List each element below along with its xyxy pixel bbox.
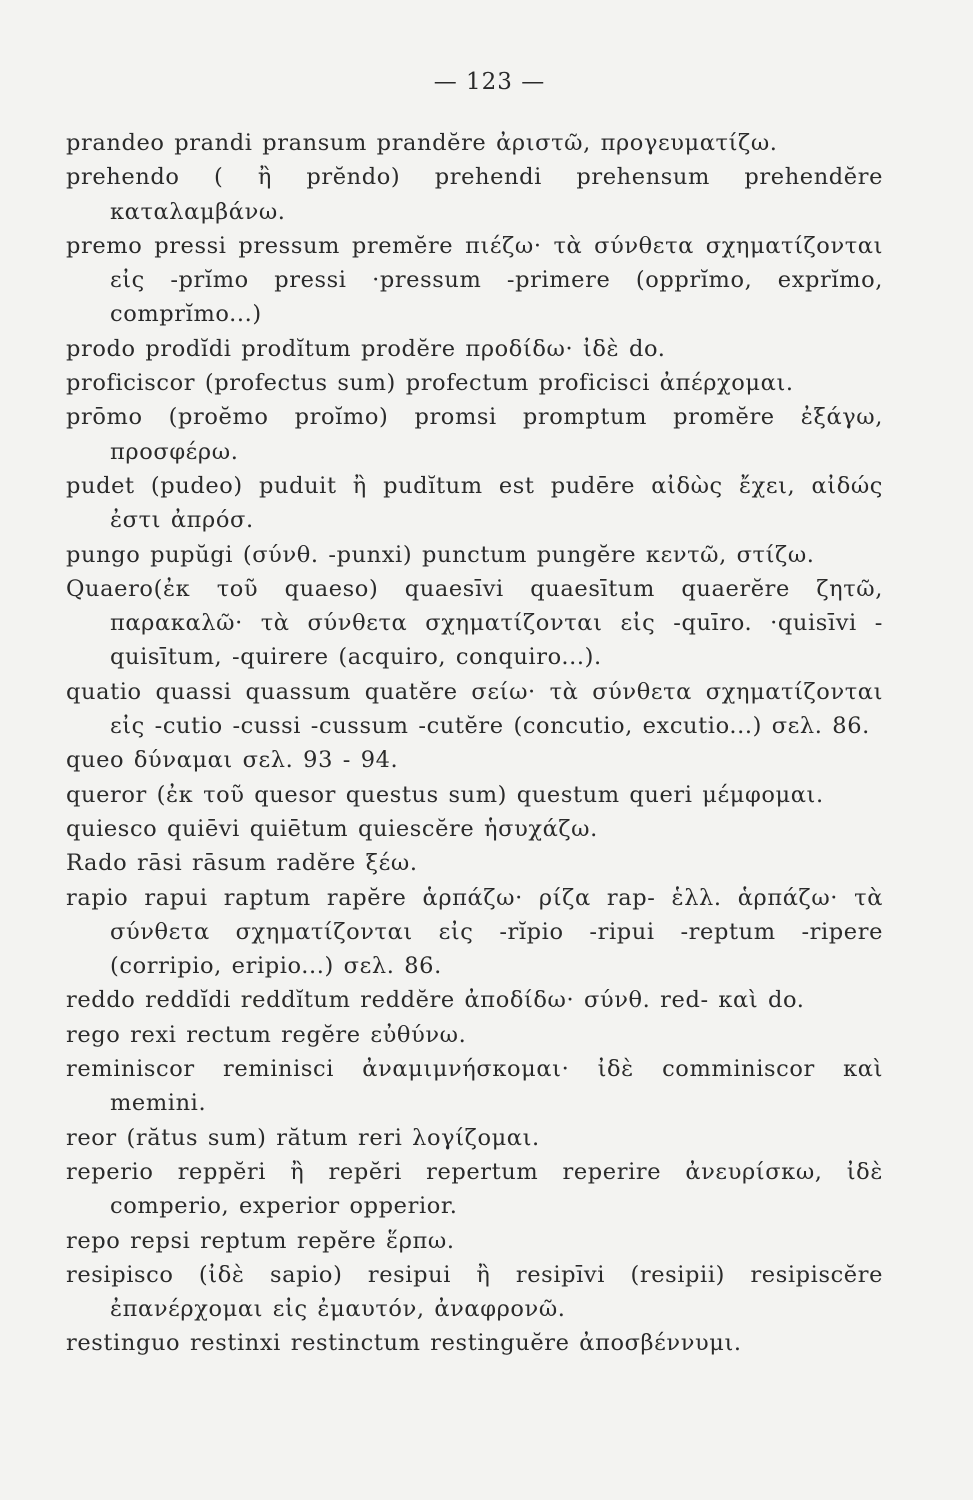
entry-reminiscor: reminiscor reminisci ἀναμιμνήσκομαι· ἰδὲ comminiscor καὶ memini.: [66, 1056, 883, 1117]
entry-prandeo: prandeo prandi pransum prandĕre ἀριστῶ, προγευματίζω.: [66, 130, 778, 156]
entry-rado: Rado rāsi rāsum radĕre ξέω.: [66, 850, 418, 877]
entry-queo: queo δύναμαι σελ. 93 - 94.: [66, 747, 399, 774]
entry-reddo: reddo reddĭdi reddĭtum reddĕre ἀποδίδω· σύνθ. red- καὶ do.: [66, 987, 805, 1014]
entry-quaero: Quaero(ἐκ τοῦ quaeso) quaesīvi quaesītum quaerĕre ζητῶ, παρακαλῶ· τὰ σύνθετα σχηματίζονται εἰς -quīro. ·quisīvi -quisītum, -quirere (acquiro, conquiro...).: [66, 575, 883, 671]
entry-rapio: rapio rapui raptum rapĕre ἁρπάζω· ρίζα rap- ἑλλ. ἁρπάζω· τὰ σύνθετα σχηματίζονται εἰς -rĭpio -ripui -reptum -ripere (corripio, eripio...) σελ. 86.: [66, 884, 883, 980]
entry-pudet: pudet (pudeo) puduit ἢ pudĭtum est pudēre αἰδὼς ἔχει, αἰδώς ἐστι ἀπρόσ.: [66, 472, 883, 534]
entry-reor: reor (rătus sum) rătum reri λογίζομαι.: [66, 1124, 540, 1151]
entry-restinguo: restinguo restinxi restinctum restinguĕre ἀποσβέννυμι.: [66, 1330, 742, 1357]
entry-pungo: pungo pupŭgi (σύνθ. -punxi) punctum pungĕre κεντῶ, στίζω.: [66, 541, 815, 568]
page-number: — 123 —: [433, 69, 546, 95]
entry-proficiscor: proficiscor (profectus sum) profectum proficisci ἀπέρχομαι.: [66, 370, 794, 397]
entry-quatio: quatio quassi quassum quatĕre σείω· τὰ σύνθετα σχηματίζονται εἰς -cutio -cussi -cussum -cutĕre (concutio, excutio...) σελ. 86.: [66, 678, 883, 740]
entry-repo: repo repsi reptum repĕre ἕρπω.: [66, 1227, 455, 1254]
entry-quiesco: quiesco quiēvi quiētum quiescĕre ἡσυχάζω.: [66, 815, 598, 842]
entry-prehendo: prehendo ( ἢ prĕndo) prehendi prehensum prehendĕre καταλαμβάνω.: [66, 164, 883, 225]
entry-promo: prōmo (proĕmo proĭmo) promsi promptum promĕre ἐξάγω, προσφέρω.: [66, 404, 883, 465]
entry-queror: queror (ἐκ τοῦ quesor questus sum) questum queri μέμφομαι.: [66, 781, 824, 808]
entry-rego: rego rexi rectum regĕre εὐθύνω.: [66, 1021, 467, 1048]
entry-reperio: reperio reppĕri ἢ repĕri repertum reperire ἀνευρίσκω, ἰδὲ comperio, experior opperior.: [66, 1158, 883, 1220]
entry-resipisco: resipisco (ἰδὲ sapio) resipui ἢ resipīvi (resipii) resipiscĕre ἐπανέρχομαι εἰς ἐμαυτόν, ἀναφρονῶ.: [66, 1261, 883, 1323]
entry-premo: premo pressi pressum premĕre πιέζω· τὰ σύνθετα σχηματίζονται εἰς -prĭmo pressi ·pressum -primere (opprĭmo, exprĭmo, comprĭmo...): [66, 232, 883, 328]
entry-prodo: prodo prodĭdi prodĭtum prodĕre προδίδω· ἰδὲ do.: [66, 335, 666, 362]
dictionary-entries: [66, 126, 883, 1361]
